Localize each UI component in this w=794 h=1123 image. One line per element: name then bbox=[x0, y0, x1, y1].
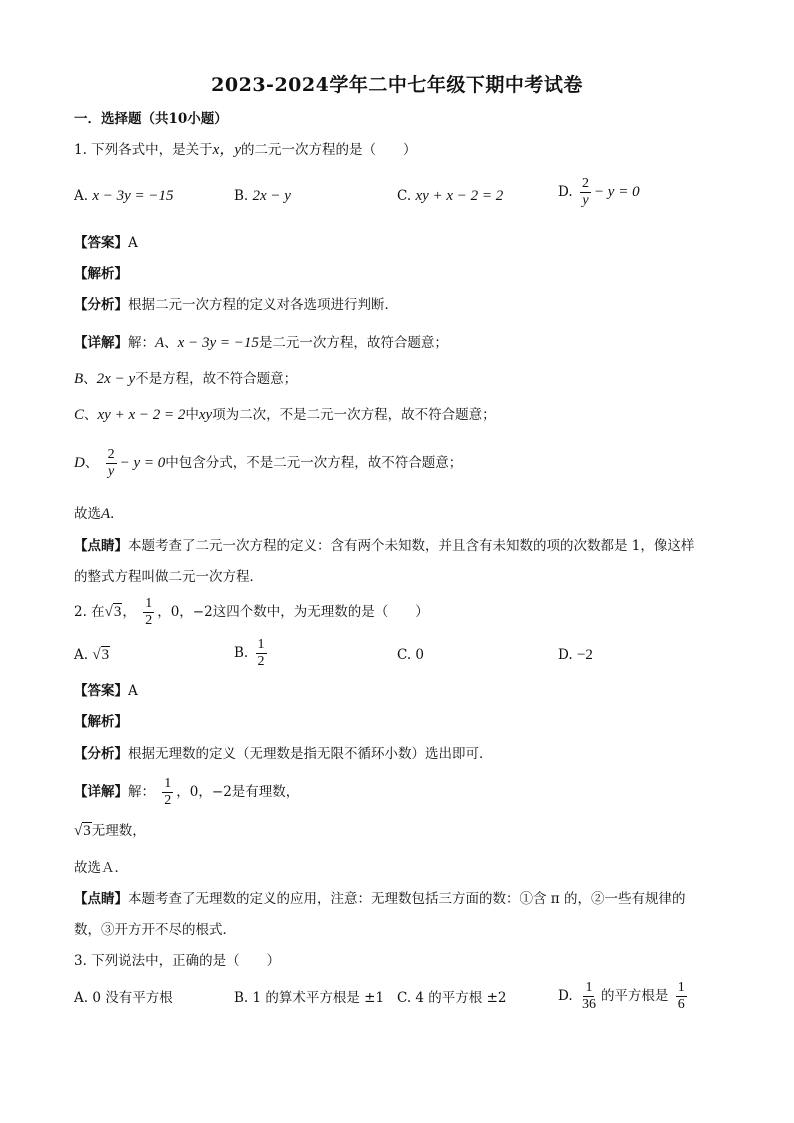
fraction: $\frac{1}{36}$ bbox=[581, 980, 596, 1012]
q2-dianjing-2: 数，③开方开不尽的根式． bbox=[74, 922, 236, 938]
q1-stem: 1. 下列各式中，是关于x，y的二元一次方程的是（ ） bbox=[74, 142, 417, 158]
q1-detail-d: D、 $\frac{2}{y}$ − y = 0中包含分式，不是二元一次方程，故不符合题意； bbox=[74, 447, 463, 479]
exam-title: 2023-2024学年二中七年级下期中考试卷 bbox=[211, 74, 583, 96]
q1-option-c: C. xy + x − 2 = 2 bbox=[397, 188, 504, 204]
q2-option-c: C. 0 bbox=[397, 647, 425, 663]
q1-dianjing-2: 的整式方程叫做二元一次方程． bbox=[74, 569, 263, 585]
q1-option-d: D. $\frac{2}{y}$ − y = 0 bbox=[558, 176, 640, 208]
q1-analysis-tag: 【解析】 bbox=[74, 266, 128, 282]
q1-option-b: B. 2x − y bbox=[234, 188, 291, 204]
q1-detail-b: B、2x − y不是方程，故不符合题意； bbox=[74, 371, 298, 387]
q3-option-a: A. 0 没有平方根 bbox=[74, 990, 173, 1006]
q1-detail-c: C、xy + x − 2 = 2中xy项为二次，不是二元一次方程，故不符合题意； bbox=[74, 407, 496, 423]
q1-answer: 【答案】A bbox=[74, 235, 138, 251]
fraction: $\frac{1}{2}$ bbox=[257, 637, 265, 669]
q2-sqrt-line: √3无理数， bbox=[74, 823, 146, 839]
q1-fenxi: 【分析】根据二元一次方程的定义对各选项进行判断． bbox=[74, 297, 398, 313]
q2-stem: 2. 在√3， $\frac{1}{2}$ ，0，−2这四个数中，为无理数的是（ ） bbox=[74, 596, 429, 628]
section-heading: 一．选择题（共10小题） bbox=[74, 111, 228, 127]
q2-option-a: A. √3 bbox=[74, 647, 110, 663]
q3-stem: 3. 下列说法中，正确的是（ ） bbox=[74, 953, 281, 969]
fraction: $\frac{1}{6}$ bbox=[677, 980, 685, 1012]
fraction: $\frac{1}{2}$ bbox=[145, 596, 153, 628]
q1-choose: 故选A． bbox=[74, 506, 124, 522]
q2-answer: 【答案】A bbox=[74, 683, 138, 699]
q2-detail: 【详解】解： $\frac{1}{2}$ ，0，−2是有理数， bbox=[74, 776, 300, 808]
q2-dianjing-1: 【点睛】本题考查了无理数的定义的应用，注意：无理数包括三方面的数：①含 π 的，②一些有规律的 bbox=[74, 891, 686, 907]
q1-dianjing-1: 【点睛】本题考查了二元一次方程的定义：含有两个未知数，并且含有未知数的项的次数都是 1，像这样 bbox=[74, 538, 695, 554]
q2-option-d: D. −2 bbox=[558, 647, 593, 663]
q3-option-d: D. $\frac{1}{36}$ 的平方根是 $\frac{1}{6}$ bbox=[558, 980, 685, 1012]
q2-choose: 故选Ａ． bbox=[74, 860, 128, 876]
q1-option-a: A. x − 3y = −15 bbox=[74, 188, 174, 204]
q3-option-b: B. 1 的算术平方根是 ±1 bbox=[234, 990, 385, 1006]
q2-option-b: B. $\frac{1}{2}$ bbox=[234, 637, 265, 669]
fraction: $\frac{2}{y}$ bbox=[581, 176, 589, 208]
q1-detail-a: 【详解】解：A、x − 3y = −15是二元一次方程，故符合题意； bbox=[74, 335, 448, 351]
q2-fenxi: 【分析】根据无理数的定义（无理数是指无限不循环小数）选出即可． bbox=[74, 746, 493, 762]
q3-option-c: C. 4 的平方根 ±2 bbox=[397, 990, 507, 1006]
q2-analysis-tag: 【解析】 bbox=[74, 714, 128, 730]
fraction: $\frac{2}{y}$ bbox=[107, 447, 115, 479]
fraction: $\frac{1}{2}$ bbox=[164, 776, 172, 808]
